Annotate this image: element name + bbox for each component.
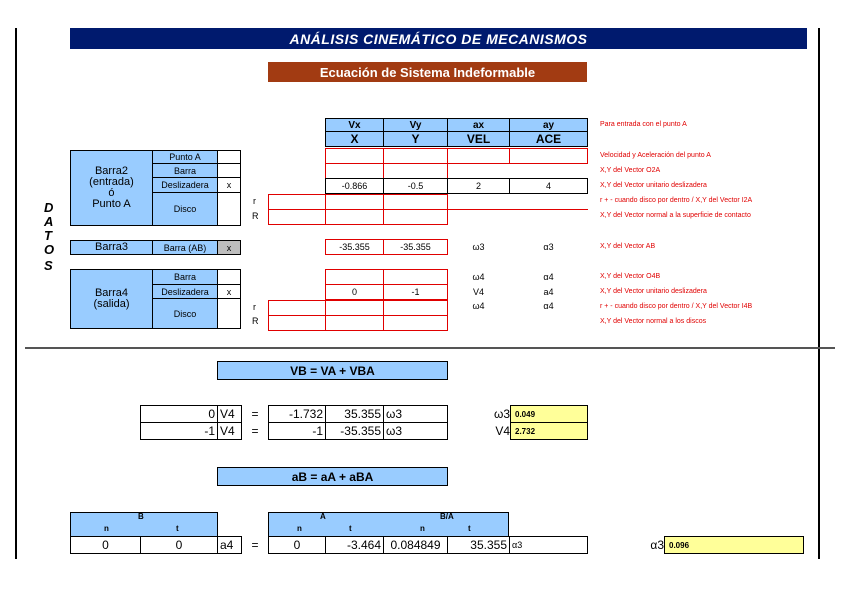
note-unitario-4: X,Y del Vector unitario deslizadera bbox=[600, 288, 707, 295]
barra2-disco-R-x[interactable] bbox=[325, 209, 384, 225]
barra4-group-label: Barra4 (salida) bbox=[70, 269, 153, 329]
note-o2a: X,Y del Vector O2A bbox=[600, 167, 661, 174]
barra3-group-label: Barra3 bbox=[70, 240, 153, 255]
accel-result-label: α3 bbox=[650, 538, 664, 552]
barra3-alpha3: α3 bbox=[543, 242, 554, 252]
barra2-disco-R-input[interactable] bbox=[268, 209, 326, 225]
barra2-r-label: r bbox=[253, 196, 256, 206]
note-i4b: r + - cuando disco por dentro / X,Y del Vector I4B bbox=[600, 303, 753, 310]
vel-row1-b[interactable]: 35.355 bbox=[325, 405, 384, 423]
barra2-punto-a-vel[interactable] bbox=[447, 148, 510, 164]
barra2-disco-R-y[interactable] bbox=[383, 209, 448, 225]
barra4-disco-r-input[interactable] bbox=[268, 300, 326, 316]
barra2-R-label: R bbox=[252, 211, 259, 221]
barra2-punto-a-ace[interactable] bbox=[509, 148, 588, 164]
barra2-deslizadera-y[interactable]: -0.5 bbox=[383, 178, 448, 194]
velocity-eq-header: VB = VA + VBA bbox=[217, 361, 448, 380]
accel-at[interactable]: -3.464 bbox=[325, 536, 384, 554]
vel-row1-result: 0.049 bbox=[510, 405, 588, 423]
barra4-row-disco: Disco bbox=[152, 298, 218, 329]
vel-row1-a[interactable]: -1.732 bbox=[268, 405, 326, 423]
barra4-check-deslizadera[interactable]: x bbox=[217, 284, 241, 299]
barra4-disco-R-input[interactable] bbox=[268, 315, 326, 331]
page-subtitle: Ecuación de Sistema Indeformable bbox=[268, 62, 587, 82]
barra2-row-barra: Barra bbox=[152, 163, 218, 178]
col-header-vx: Vx bbox=[325, 118, 384, 132]
accel-bn[interactable]: 0 bbox=[70, 536, 141, 554]
barra2-deslizadera-ace[interactable]: 4 bbox=[509, 178, 588, 194]
barra4-disco-r-y[interactable] bbox=[383, 300, 448, 316]
note-normal-discos: X,Y del Vector normal a los discos bbox=[600, 318, 707, 325]
barra2-check-deslizadera[interactable]: x bbox=[217, 177, 241, 193]
barra2-disco-r-y[interactable] bbox=[383, 194, 448, 210]
barra2-punto-a-x[interactable] bbox=[325, 148, 384, 164]
accel-ba-t: t bbox=[468, 524, 471, 533]
barra4-a4: a4 bbox=[543, 287, 554, 297]
note-unitario: X,Y del Vector unitario deslizadera bbox=[600, 182, 707, 189]
barra4-deslizadera-x[interactable]: 0 bbox=[325, 284, 384, 300]
vel-row1-coef[interactable]: 0 bbox=[140, 405, 218, 423]
vel-row2-result: 2.732 bbox=[510, 422, 588, 440]
barra4-alpha4-disco: α4 bbox=[543, 301, 554, 311]
barra4-barra-x[interactable] bbox=[325, 269, 384, 285]
barra3-omega3: ω3 bbox=[472, 242, 485, 252]
vel-row2-coef[interactable]: -1 bbox=[140, 422, 218, 440]
accel-var: a4 bbox=[217, 536, 242, 554]
vel-row1-var: V4 bbox=[217, 405, 242, 423]
accel-an[interactable]: 0 bbox=[268, 536, 326, 554]
barra2-group-label: Barra2 (entrada) ó Punto A bbox=[70, 150, 153, 226]
barra2-punto-a-y[interactable] bbox=[383, 148, 448, 164]
barra2-row-deslizadera: Deslizadera bbox=[152, 177, 218, 193]
vel-row1-sym: ω3 bbox=[383, 405, 448, 423]
vel-row1-eq: = bbox=[251, 407, 259, 421]
accel-b-t: t bbox=[176, 524, 179, 533]
barra4-deslizadera-y[interactable]: -1 bbox=[383, 284, 448, 300]
barra2-barra-x[interactable] bbox=[325, 163, 384, 179]
barra2-check-barra[interactable] bbox=[217, 163, 241, 178]
col-header-vel: VEL bbox=[447, 131, 510, 147]
note-entrada: Para entrada con el punto A bbox=[600, 121, 687, 128]
left-border bbox=[15, 28, 17, 559]
vel-row2-b[interactable]: -35.355 bbox=[325, 422, 384, 440]
accel-result: 0.096 bbox=[664, 536, 804, 554]
datos-letter: S bbox=[44, 258, 53, 273]
vel-row2-eq: = bbox=[251, 424, 259, 438]
barra2-row-punto-a: Punto A bbox=[152, 150, 218, 164]
barra4-r-label: r bbox=[253, 302, 256, 312]
note-ab: X,Y del Vector AB bbox=[600, 243, 656, 250]
col-header-ax: ax bbox=[447, 118, 510, 132]
accel-a-n: n bbox=[297, 524, 302, 533]
accel-a-ba-header bbox=[268, 512, 509, 537]
accel-a-label: A bbox=[320, 512, 326, 521]
accel-a-t: t bbox=[349, 524, 352, 533]
datos-letter: D bbox=[44, 200, 54, 215]
barra2-deslizadera-x[interactable]: -0.866 bbox=[325, 178, 384, 194]
barra4-disco-R-x[interactable] bbox=[325, 315, 384, 331]
note-i2a: r + - cuando disco por dentro / X,Y del Vector I2A bbox=[600, 197, 753, 204]
accel-sym: α3 bbox=[509, 536, 588, 554]
accel-ba-label: B/A bbox=[440, 512, 454, 521]
accel-ban[interactable]: 0.084849 bbox=[383, 536, 448, 554]
col-header-y: Y bbox=[383, 131, 448, 147]
note-o4b: X,Y del Vector O4B bbox=[600, 273, 661, 280]
barra4-omega4: ω4 bbox=[472, 272, 485, 282]
accel-b-header bbox=[70, 512, 218, 537]
page-title: ANÁLISIS CINEMÁTICO DE MECANISMOS bbox=[70, 28, 807, 49]
barra4-row-deslizadera: Deslizadera bbox=[152, 284, 218, 299]
vel-row2-a[interactable]: -1 bbox=[268, 422, 326, 440]
col-header-vy: Vy bbox=[383, 118, 448, 132]
barra2-deslizadera-vel[interactable]: 2 bbox=[447, 178, 510, 194]
note-velocidad: Velocidad y Aceleración del punto A bbox=[600, 152, 711, 159]
datos-letter: A bbox=[44, 214, 54, 229]
vel-row1-result-label: ω3 bbox=[493, 407, 510, 421]
barra4-check-disco[interactable] bbox=[217, 298, 241, 329]
col-header-x: X bbox=[325, 131, 384, 147]
barra2-red-guideline bbox=[447, 209, 588, 210]
barra2-disco-r-input[interactable] bbox=[268, 194, 326, 210]
accel-bt[interactable]: 0 bbox=[140, 536, 218, 554]
barra2-barra-y[interactable] bbox=[383, 163, 448, 179]
accel-eq-header: aB = aA + aBA bbox=[217, 467, 448, 486]
barra4-barra-y[interactable] bbox=[383, 269, 448, 285]
right-border bbox=[818, 28, 820, 559]
vel-row2-var: V4 bbox=[217, 422, 242, 440]
barra4-v4: V4 bbox=[472, 287, 484, 297]
vel-row2-result-label: V4 bbox=[495, 424, 510, 438]
barra4-alpha4: α4 bbox=[543, 272, 554, 282]
datos-letter: T bbox=[44, 228, 52, 243]
accel-bat[interactable]: 35.355 bbox=[447, 536, 510, 554]
barra3-y[interactable]: -35.355 bbox=[383, 239, 448, 255]
datos-letter: O bbox=[44, 242, 55, 257]
barra2-row-disco: Disco bbox=[152, 192, 218, 226]
barra4-check-barra[interactable] bbox=[217, 269, 241, 285]
accel-eq: = bbox=[251, 538, 259, 552]
barra3-x[interactable]: -35.355 bbox=[325, 239, 384, 255]
barra4-disco-R-y[interactable] bbox=[383, 315, 448, 331]
vel-row2-sym: ω3 bbox=[383, 422, 448, 440]
barra4-disco-r-x[interactable] bbox=[325, 300, 384, 316]
note-normal: X,Y del Vector normal a la superficie de contacto bbox=[600, 212, 751, 219]
barra4-row-barra: Barra bbox=[152, 269, 218, 285]
barra4-R-label: R bbox=[252, 316, 259, 326]
accel-ba-n: n bbox=[420, 524, 425, 533]
barra2-check-punto-a[interactable] bbox=[217, 150, 241, 164]
col-header-ace: ACE bbox=[509, 131, 588, 147]
col-header-ay: ay bbox=[509, 118, 588, 132]
accel-b-n: n bbox=[104, 524, 109, 533]
barra2-check-disco[interactable] bbox=[217, 192, 241, 226]
accel-b-label: B bbox=[138, 512, 144, 521]
barra4-omega4-disco: ω4 bbox=[472, 301, 485, 311]
barra2-disco-r-x[interactable] bbox=[325, 194, 384, 210]
section-divider bbox=[25, 347, 835, 349]
barra3-row-barra-ab: Barra (AB) bbox=[152, 240, 218, 255]
barra3-check-barra-ab[interactable]: x bbox=[217, 240, 241, 255]
